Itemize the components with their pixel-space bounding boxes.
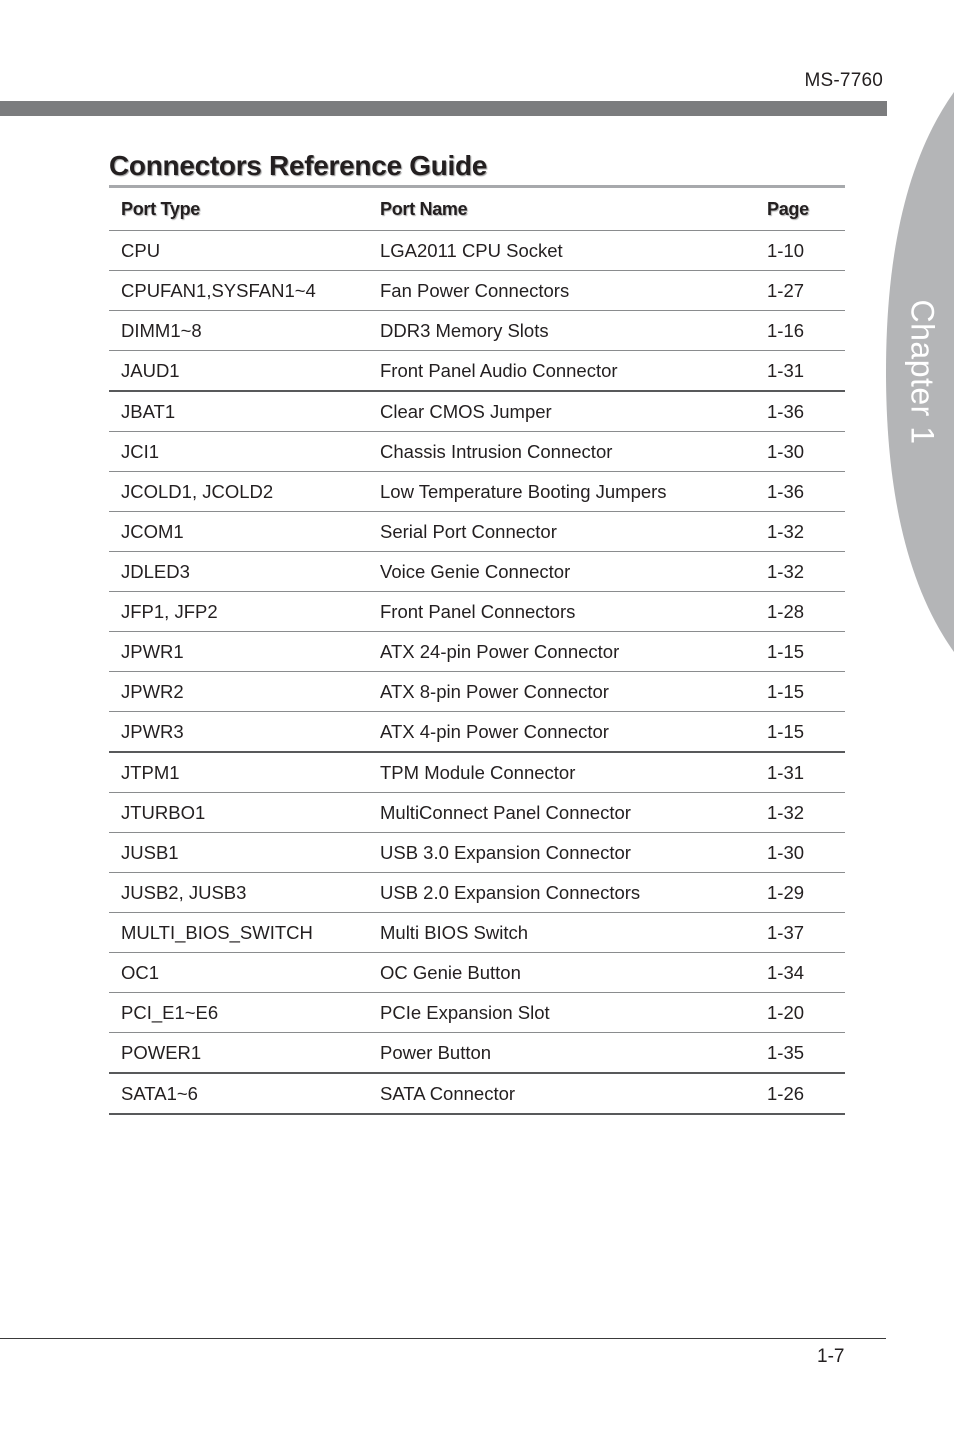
page-cell: 1-37 bbox=[767, 913, 845, 953]
table-row bbox=[109, 231, 845, 271]
table-row bbox=[109, 873, 845, 913]
port-type-cell: CPU bbox=[109, 231, 380, 271]
port-type-cell: JCOM1 bbox=[109, 512, 380, 552]
table-row bbox=[109, 351, 845, 392]
page-cell: 1-29 bbox=[767, 873, 845, 913]
port-name-cell: ATX 4-pin Power Connector bbox=[380, 712, 767, 753]
column-header-port-type: Port Type bbox=[109, 187, 380, 231]
header-bar bbox=[0, 101, 887, 116]
port-type-cell: POWER1 bbox=[109, 1033, 380, 1074]
page-cell: 1-36 bbox=[767, 472, 845, 512]
port-name-cell: SATA Connector bbox=[380, 1073, 767, 1114]
port-name-cell: USB 2.0 Expansion Connectors bbox=[380, 873, 767, 913]
chapter-label: Chapter 1 bbox=[904, 299, 941, 445]
table-row bbox=[109, 632, 845, 672]
port-type-cell: JDLED3 bbox=[109, 552, 380, 592]
port-name-cell: USB 3.0 Expansion Connector bbox=[380, 833, 767, 873]
port-type-cell: JUSB2, JUSB3 bbox=[109, 873, 380, 913]
table-row bbox=[109, 1073, 845, 1114]
page-cell: 1-35 bbox=[767, 1033, 845, 1074]
port-name-cell: PCIe Expansion Slot bbox=[380, 993, 767, 1033]
port-name-cell: Power Button bbox=[380, 1033, 767, 1074]
table-row bbox=[109, 391, 845, 432]
port-type-cell: JTURBO1 bbox=[109, 793, 380, 833]
port-type-cell: JCI1 bbox=[109, 432, 380, 472]
port-name-cell: TPM Module Connector bbox=[380, 752, 767, 793]
table-row bbox=[109, 672, 845, 712]
port-type-cell: JBAT1 bbox=[109, 391, 380, 432]
port-type-cell: JFP1, JFP2 bbox=[109, 592, 380, 632]
page-cell: 1-27 bbox=[767, 271, 845, 311]
port-name-cell: Front Panel Connectors bbox=[380, 592, 767, 632]
table-row bbox=[109, 953, 845, 993]
page-cell: 1-36 bbox=[767, 391, 845, 432]
port-name-cell: Low Temperature Booting Jumpers bbox=[380, 472, 767, 512]
port-type-cell: PCI_E1~E6 bbox=[109, 993, 380, 1033]
port-type-cell: CPUFAN1,SYSFAN1~4 bbox=[109, 271, 380, 311]
table-row bbox=[109, 833, 845, 873]
port-type-cell: JTPM1 bbox=[109, 752, 380, 793]
page-cell: 1-10 bbox=[767, 231, 845, 271]
table-row bbox=[109, 311, 845, 351]
page-cell: 1-31 bbox=[767, 351, 845, 392]
port-type-cell: JPWR3 bbox=[109, 712, 380, 753]
page-cell: 1-15 bbox=[767, 712, 845, 753]
port-type-cell: MULTI_BIOS_SWITCH bbox=[109, 913, 380, 953]
page-cell: 1-34 bbox=[767, 953, 845, 993]
table-row bbox=[109, 592, 845, 632]
port-type-cell: JUSB1 bbox=[109, 833, 380, 873]
port-type-cell: JCOLD1, JCOLD2 bbox=[109, 472, 380, 512]
table-row bbox=[109, 552, 845, 592]
table-header-row bbox=[109, 187, 845, 231]
table-row bbox=[109, 712, 845, 753]
table-row bbox=[109, 793, 845, 833]
page-cell: 1-30 bbox=[767, 833, 845, 873]
connectors-table bbox=[109, 185, 845, 1115]
port-name-cell: Serial Port Connector bbox=[380, 512, 767, 552]
page-cell: 1-28 bbox=[767, 592, 845, 632]
table-body bbox=[109, 231, 845, 1115]
table-row bbox=[109, 512, 845, 552]
page-cell: 1-32 bbox=[767, 512, 845, 552]
table-row bbox=[109, 432, 845, 472]
port-name-cell: Fan Power Connectors bbox=[380, 271, 767, 311]
port-name-cell: LGA2011 CPU Socket bbox=[380, 231, 767, 271]
page-cell: 1-20 bbox=[767, 993, 845, 1033]
page-cell: 1-32 bbox=[767, 793, 845, 833]
port-type-cell: OC1 bbox=[109, 953, 380, 993]
port-name-cell: ATX 24-pin Power Connector bbox=[380, 632, 767, 672]
page-cell: 1-15 bbox=[767, 632, 845, 672]
port-type-cell: DIMM1~8 bbox=[109, 311, 380, 351]
table-row bbox=[109, 472, 845, 512]
port-name-cell: ATX 8-pin Power Connector bbox=[380, 672, 767, 712]
port-name-cell: Clear CMOS Jumper bbox=[380, 391, 767, 432]
port-type-cell: JAUD1 bbox=[109, 351, 380, 392]
page-number: 1-7 bbox=[817, 1346, 845, 1367]
page-cell: 1-15 bbox=[767, 672, 845, 712]
port-name-cell: OC Genie Button bbox=[380, 953, 767, 993]
page-cell: 1-26 bbox=[767, 1073, 845, 1114]
port-type-cell: JPWR2 bbox=[109, 672, 380, 712]
table-row bbox=[109, 752, 845, 793]
table-row bbox=[109, 913, 845, 953]
table-row bbox=[109, 1033, 845, 1074]
port-type-cell: JPWR1 bbox=[109, 632, 380, 672]
port-type-cell: SATA1~6 bbox=[109, 1073, 380, 1114]
port-name-cell: Voice Genie Connector bbox=[380, 552, 767, 592]
model-number: MS-7760 bbox=[804, 70, 883, 91]
port-name-cell: Multi BIOS Switch bbox=[380, 913, 767, 953]
port-name-cell: Front Panel Audio Connector bbox=[380, 351, 767, 392]
table-row bbox=[109, 993, 845, 1033]
footer-rule bbox=[0, 1338, 886, 1339]
port-name-cell: DDR3 Memory Slots bbox=[380, 311, 767, 351]
column-header-page: Page bbox=[767, 187, 845, 231]
port-name-cell: MultiConnect Panel Connector bbox=[380, 793, 767, 833]
port-name-cell: Chassis Intrusion Connector bbox=[380, 432, 767, 472]
table-row bbox=[109, 271, 845, 311]
column-header-port-name: Port Name bbox=[380, 187, 767, 231]
page-cell: 1-31 bbox=[767, 752, 845, 793]
page-cell: 1-16 bbox=[767, 311, 845, 351]
page-title: Connectors Reference Guide bbox=[109, 150, 488, 181]
page-cell: 1-30 bbox=[767, 432, 845, 472]
page-cell: 1-32 bbox=[767, 552, 845, 592]
